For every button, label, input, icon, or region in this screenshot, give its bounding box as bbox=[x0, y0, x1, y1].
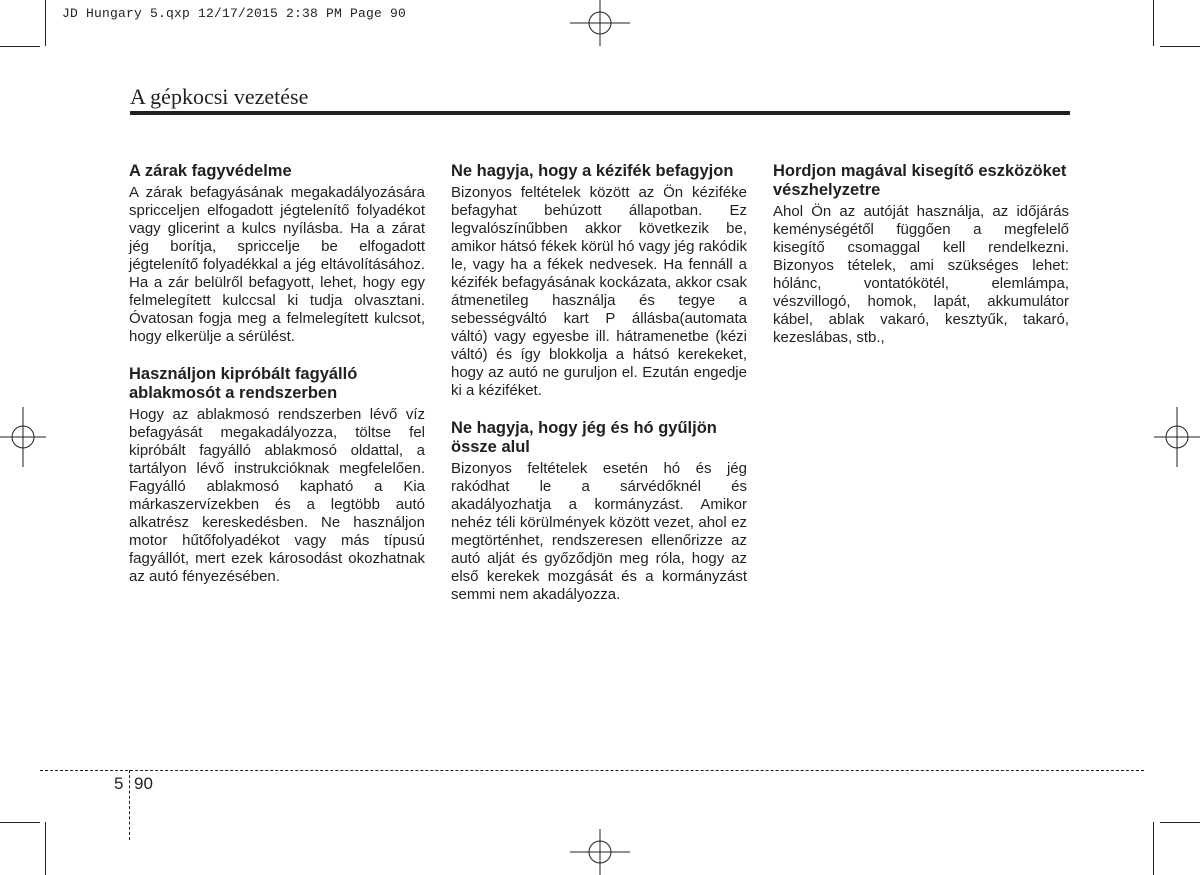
text-column-1 bbox=[129, 162, 425, 605]
crop-mark bbox=[45, 0, 46, 46]
footer-divider bbox=[129, 770, 130, 840]
chapter-header-title: A gépkocsi vezetése bbox=[130, 84, 309, 109]
print-slug: JD Hungary 5.qxp 12/17/2015 2:38 PM Page 90 bbox=[62, 6, 407, 21]
text-column-3 bbox=[773, 162, 1069, 366]
section-title: Ne hagyja, hogy jég és hó gyűljön össze alul bbox=[451, 419, 717, 456]
chapter-number: 5 bbox=[114, 774, 124, 793]
section-title: Használjon kipróbált fagyálló ablakmosót a rendszerben bbox=[129, 365, 358, 402]
section-body: Bizonyos feltételek esetén hó és jég rakódhat le a sárvédőknél és akadályozhatja a kormányzást. Amikor nehéz téli körülmények között vezet, ahol ez megtörténhet, rendszeresen ellenőrizze az autó alját és győződjön meg róla, hogy az első kerekek mozgását és a kormányzást semmi nem akadályozza. bbox=[451, 460, 747, 603]
section-body: Ahol Ön az autóját használja, az időjárás keménységétől függően a megfelelő kisegítő csomaggal kell rendelkezni. Bizonyos tételek, ami szükséges lehet: hólánc, vontatókötél, elemlámpa, vészvillogó, homok, lapát, akkumulátor kábel, ablak vakaró, kesztyűk, takaró, kezeslábas, stb., bbox=[773, 203, 1069, 346]
registration-mark-icon bbox=[1154, 407, 1200, 467]
crop-mark bbox=[0, 46, 40, 47]
crop-mark bbox=[45, 822, 46, 875]
registration-mark-icon bbox=[570, 0, 630, 46]
page-number: 90 bbox=[134, 774, 153, 793]
section-title: Hordjon magával kisegítő eszközöket vészhelyzetre bbox=[773, 162, 1067, 199]
section-title: A zárak fagyvédelme bbox=[129, 162, 292, 180]
crop-mark bbox=[1160, 46, 1200, 47]
crop-mark bbox=[1153, 0, 1154, 46]
footer-rule bbox=[40, 770, 1144, 771]
crop-mark bbox=[0, 822, 40, 823]
header-rule bbox=[130, 111, 1070, 115]
crop-mark bbox=[1160, 822, 1200, 823]
section-title: Ne hagyja, hogy a kézifék befagyjon bbox=[451, 162, 734, 180]
crop-mark bbox=[1153, 822, 1154, 875]
registration-mark-icon bbox=[570, 829, 630, 875]
section-body: A zárak befagyásának megakadályozására spricceljen elfogadott jégtelenítő folyadékot vagy glicerint a kulcs nyílásba. Ha a zárat jég borítja, spriccelje be elfogadott jégtelenítő folyadékkal a jég eltávolításához. Ha a zár belülről befagyott, lehet, hogy egy felmelegített kulccsal ki tudja olvasztani. Óvatosan fogja meg a felmelegített kulcsot, hogy elkerülje a sérülést. bbox=[129, 184, 425, 345]
text-column-2 bbox=[451, 162, 747, 623]
section-body: Bizonyos feltételek között az Ön kéziféke befagyhat behúzott állapotban. Ez legvalószínűbben akkor következik be, amikor hátsó fékek körül hó vagy jég rakódik le, vagy ha a fékek nedvesek. Ha fennáll a kézifék befagyásának kockázata, akkor csak átmenetileg használja és tegye a sebességváltó kart P állásba(automata váltó) vagy egyesbe ill. hátramenetbe (kézi váltó) és így blokkolja a hátsó kerekeket, hogy az autó ne guruljon el. Ezután engedje ki a kéziféket. bbox=[451, 184, 747, 399]
registration-mark-icon bbox=[0, 407, 46, 467]
section-body: Hogy az ablakmosó rendszerben lévő víz befagyását megakadályozza, töltse fel kipróbált fagyálló ablakmosó oldattal, a tartályon lévő instrukcióknak megfelelően. Fagyálló ablakmosó kapható a Kia márkaszervízekben és a legtöbb autó alkatrész kereskedésben. Ne használjon motor hűtőfolyadékot vagy más típusú fagyállót, mert ezek károsodást okozhatnak az autó fényezésében. bbox=[129, 406, 425, 585]
